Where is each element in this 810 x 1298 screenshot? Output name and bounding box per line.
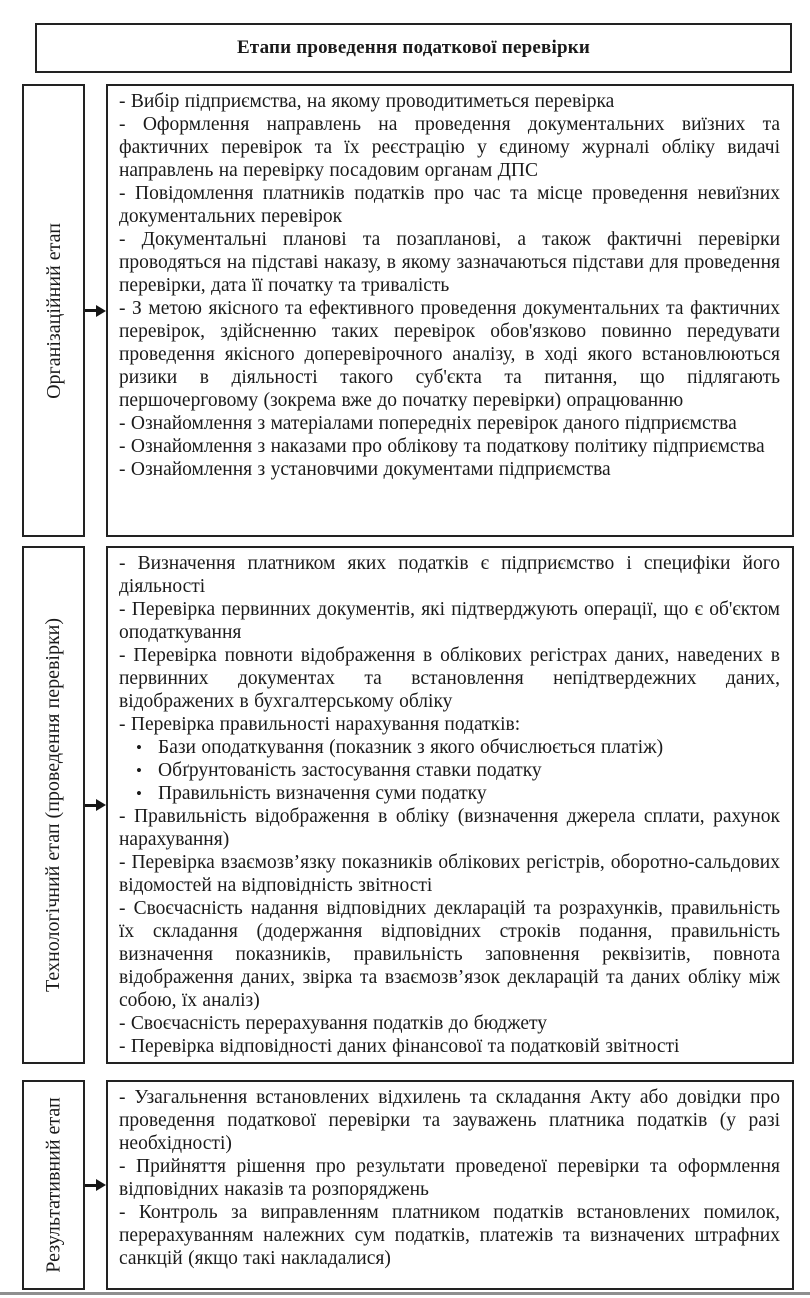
stage-item: - Оформлення направлень на проведення документальних виїзних та фактичних перевірок та їх реєстрацію у єдиному журналі обліку видачі направлень на перевірку посадовим органам ДПС [119,114,780,181]
stage-row [22,84,794,537]
stage-item: - Своєчасність перерахування податків до бюджету [119,1013,548,1034]
stage-item: - Визначення платником яких податків є підприємство і специфіки його діяльності [119,553,780,597]
stage-item: - Вибір підприємства, на якому проводитиметься перевірка [119,91,615,112]
stage-sub-item [119,736,780,759]
stage-label-box [22,84,85,537]
stage-sub-item-text: Правильність визначення суми податку [158,783,487,804]
stage-sub-item-text: Бази оподаткування (показник з якого обчислюється платіж) [158,737,664,758]
stage-sub-item [119,782,780,805]
arrow-right-icon [96,1179,106,1191]
page-edge-line [0,1292,810,1295]
stage-item: - Перевірка взаємозв’язку показників облікових регістрів, оборотно-сальдових відомостей на відповідність звітності [119,852,780,896]
stage-sub-item-text: Обґрунтованість застосування ставки податку [158,760,542,781]
stage-arrow [85,84,106,537]
stage-row [22,1080,794,1290]
bullet-icon: • [136,761,142,780]
stage-item: - Повідомлення платників податків про час та місце проведення невиїзних документальних перевірок [119,183,780,227]
stage-item: - Перевірка повноти відображення в облікових регістрах даних, наведених в первинних документах та встановлення непідтвердежних даних, відображених в бухгалтерському обліку [119,645,780,712]
stage-item: - Перевірка правильності нарахування податків: [119,714,521,735]
stage-label: Організаційний етап [42,222,65,399]
stage-item: - Перевірка відповідності даних фінансової та податковій звітності [119,1036,680,1057]
stage-label-box [22,546,85,1064]
stage-row [22,546,794,1064]
stage-item: - Правильність відображення в обліку (визначення джерела сплати, рахунок нарахування) [119,806,780,850]
stage-item: - З метою якісного та ефективного проведення документальних та фактичних перевірок, здійсненню таких перевірок обов'язково повинно передувати проведення якісного доперевірочного аналізу, в ході якого встановлюються ризики в діяльності такого суб'єкта та питання, що підлягають першочерговому (зокрема вже до початку перевірки) опрацюванню [119,298,780,411]
stage-arrow [85,546,106,1064]
stage-item: - Прийняття рішення про результати проведеної перевірки та оформлення відповідних наказів та розпоряджень [119,1156,780,1200]
stage-item: - Ознайомлення з матеріалами попередніх перевірок даного підприємства [119,413,737,434]
stage-content-box [106,84,794,537]
stage-arrow [85,1080,106,1290]
stage-label: Технологічний етап (проведення перевірки) [42,617,65,993]
stage-sub-item [119,759,780,782]
arrow-right-icon [96,305,106,317]
stage-item: - Своєчасність надання відповідних декларацій та розрахунків, правильність їх складання (додержання відповідних строків подання, правильність визначення показників, правильність заповнення реквізитів, повнота відображення даних, звірка та взаємозв’язок декларацій та даних обліку між собою, їх аналіз) [119,898,780,1011]
stage-item: - Документальні планові та позапланові, а також фактичні перевірки проводяться на підставі наказу, в якому зазначаються підстави для проведення перевірки, дата її початку та тривалість [119,229,780,296]
stage-content-box [106,1080,794,1290]
diagram-title-box [35,23,792,73]
stage-label: Результативний етап [42,1097,65,1273]
stage-item: - Контроль за виправленням платником податків встановлених помилок, перерахуванням належних сум податків, платежів та визначених штрафних санкцій (якщо такі накладалися) [119,1202,780,1269]
stage-content-box [106,546,794,1064]
stage-item: - Узагальнення встановлених відхилень та складання Акту або довідки про проведення податкової перевірки та зауважень платника податків (у разі необхідності) [119,1087,780,1154]
stage-label-box [22,1080,85,1290]
arrow-right-icon [96,799,106,811]
stage-item: - Ознайомлення з наказами про облікову та податкову політику підприємства [119,436,765,457]
stage-item: - Ознайомлення з установчими документами підприємства [119,459,611,480]
bullet-icon: • [136,784,142,803]
bullet-icon: • [136,738,142,757]
stage-item: - Перевірка первинних документів, які підтверджують операції, що є об'єктом оподаткування [119,599,780,643]
diagram-title: Етапи проведення податкової перевірки [236,37,591,58]
